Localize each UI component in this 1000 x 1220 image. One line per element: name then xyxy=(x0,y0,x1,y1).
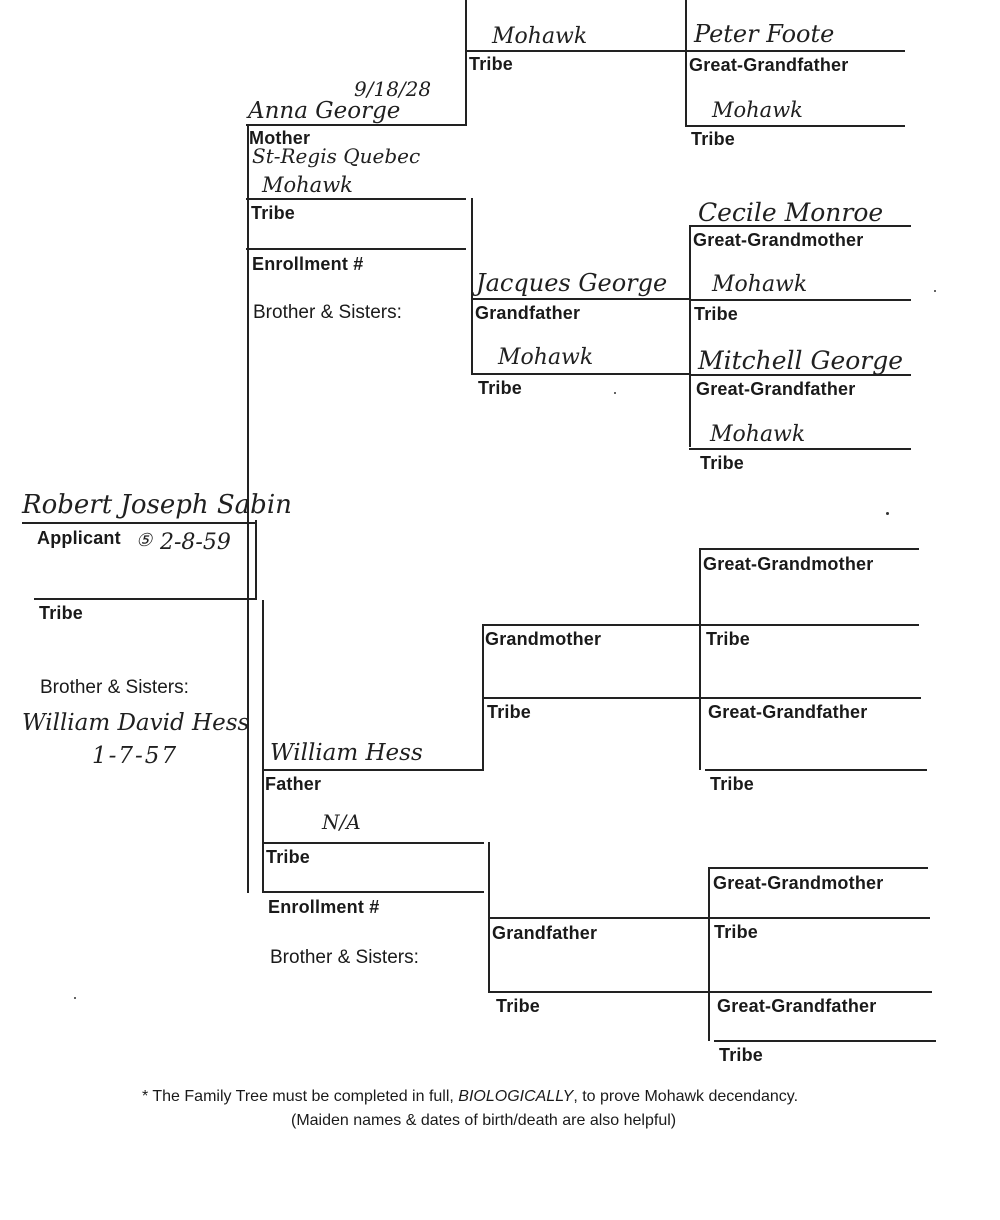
pgf-mother-tribe-line xyxy=(708,917,930,919)
mother-enrollment-label: Enrollment # xyxy=(252,254,364,274)
pgm-father-tribe-label: Tribe xyxy=(710,774,755,794)
applicant-sibling-name: William David Hess xyxy=(22,710,250,736)
applicant-name: Robert Joseph Sabin xyxy=(22,490,292,520)
parents-connector-lower xyxy=(262,600,264,892)
applicant-siblings-label: Brother & Sisters: xyxy=(40,677,189,698)
pgm-mother-tribe-label: Tribe xyxy=(706,629,751,649)
mother-place: St-Regis Quebec xyxy=(252,144,421,168)
pgf-mother-label: Great-Grandmother xyxy=(713,873,884,893)
father-tribe-label: Tribe xyxy=(266,847,311,867)
p-grandmother-label: Grandmother xyxy=(485,629,602,649)
applicant-label: Applicant xyxy=(37,528,121,548)
pgm-father-label: Great-Grandfather xyxy=(708,702,868,722)
m-grandmother-tribe: Mohawk xyxy=(492,24,588,49)
mitchell-george-tribe: Mohawk xyxy=(710,422,806,447)
p-grandmother-connector xyxy=(699,548,701,770)
pgm-mother-line xyxy=(699,548,919,550)
footer-emphasis: BIOLOGICALLY xyxy=(458,1088,574,1105)
pgf-father-tribe-label: Tribe xyxy=(719,1045,764,1065)
pgm-father-tribe-line xyxy=(705,769,927,771)
m-grandfather-tribe-label: Tribe xyxy=(478,378,523,398)
applicant-sibling-date: 1-7-57 xyxy=(92,743,179,769)
mitchell-george-tribe-label: Tribe xyxy=(700,453,745,473)
mother-name: Anna George xyxy=(248,98,401,124)
cecile-monroe-tribe-label: Tribe xyxy=(694,304,739,324)
scan-speck xyxy=(934,290,936,292)
peter-foote-tribe-line xyxy=(685,125,905,127)
footer-note-line2: (Maiden names & dates of birth/death are also helpful) xyxy=(291,1112,677,1129)
father-name: William Hess xyxy=(270,740,423,766)
pgf-mother-tribe-label: Tribe xyxy=(714,922,759,942)
m-grandfather-tribe: Mohawk xyxy=(498,345,594,370)
m-grandfather-tribe-line xyxy=(471,373,691,375)
pgm-mother-tribe-line xyxy=(699,624,919,626)
father-tribe: N/A xyxy=(322,810,361,834)
pgm-father-line xyxy=(699,697,921,699)
peter-foote-tribe: Mohawk xyxy=(712,98,803,122)
footer-prefix: * The Family Tree must be completed in full, xyxy=(142,1088,459,1105)
applicant-bracket xyxy=(255,520,257,600)
cecile-monroe-tribe: Mohawk xyxy=(712,272,808,297)
mother-date: 9/18/28 xyxy=(354,77,432,101)
pgf-mother-line xyxy=(708,867,928,869)
p-grandfather-tribe-line xyxy=(488,991,708,993)
mother-tribe: Mohawk xyxy=(262,173,353,197)
mitchell-george-name: Mitchell George xyxy=(698,346,904,375)
mitchell-george-label: Great-Grandfather xyxy=(696,379,856,399)
peter-foote-name: Peter Foote xyxy=(694,20,835,48)
applicant-birth-date: 2-8-59 xyxy=(160,530,231,555)
father-enroll-line xyxy=(262,891,484,893)
p-grandmother-tribe-label: Tribe xyxy=(487,702,532,722)
peter-foote-tribe-label: Tribe xyxy=(691,129,736,149)
father-name-line xyxy=(262,769,484,771)
m-grandmother-connector xyxy=(685,0,687,126)
m-grandmother-tribe-line xyxy=(465,50,685,52)
mitchell-george-tribe-line xyxy=(689,448,911,450)
mother-tribe-label: Tribe xyxy=(251,203,296,223)
cecile-monroe-tribe-line xyxy=(689,299,911,301)
mother-connector-lower xyxy=(471,198,473,374)
pgf-father-tribe-line xyxy=(714,1040,936,1042)
scan-speck xyxy=(74,997,76,999)
m-grandfather-connector xyxy=(689,225,691,447)
father-label: Father xyxy=(265,774,322,794)
m-grandfather-name-line xyxy=(471,298,691,300)
pgm-mother-label: Great-Grandmother xyxy=(703,554,874,574)
father-enrollment-label: Enrollment # xyxy=(268,897,380,917)
scan-speck xyxy=(886,512,889,515)
footer-suffix: , to prove Mohawk decendancy. xyxy=(573,1088,799,1105)
mother-siblings-label: Brother & Sisters: xyxy=(253,302,402,323)
cecile-monroe-label: Great-Grandmother xyxy=(693,230,864,250)
father-siblings-label: Brother & Sisters: xyxy=(270,947,419,968)
scan-speck xyxy=(614,392,616,394)
pgf-father-line xyxy=(708,991,932,993)
mother-name-line xyxy=(246,124,466,126)
mother-label: Mother xyxy=(249,128,311,148)
applicant-birth-mark: ⑤ xyxy=(136,530,153,551)
applicant-name-line xyxy=(22,522,256,524)
p-grandfather-tribe-label: Tribe xyxy=(496,996,541,1016)
peter-foote-label: Great-Grandfather xyxy=(689,55,849,75)
m-grandfather-name: Jacques George xyxy=(476,269,668,297)
mother-tribe-line xyxy=(246,198,466,200)
peter-foote-line xyxy=(685,50,905,52)
p-grandmother-tribe-line xyxy=(482,697,700,699)
m-grandmother-tribe-label: Tribe xyxy=(469,54,514,74)
p-grandmother-line xyxy=(482,624,700,626)
m-grandfather-label: Grandfather xyxy=(475,303,581,323)
pgf-father-label: Great-Grandfather xyxy=(717,996,877,1016)
mother-enroll-line xyxy=(246,248,466,250)
p-grandfather-label: Grandfather xyxy=(492,923,598,943)
cecile-monroe-name: Cecile Monroe xyxy=(698,198,884,227)
applicant-tribe-label: Tribe xyxy=(39,603,84,623)
footer-note-line1 xyxy=(142,1088,798,1106)
p-grandfather-line xyxy=(488,917,708,919)
applicant-tribe-line xyxy=(34,598,256,600)
mother-connector xyxy=(465,0,467,126)
father-tribe-line xyxy=(262,842,484,844)
p-grandfather-connector xyxy=(708,867,710,1041)
